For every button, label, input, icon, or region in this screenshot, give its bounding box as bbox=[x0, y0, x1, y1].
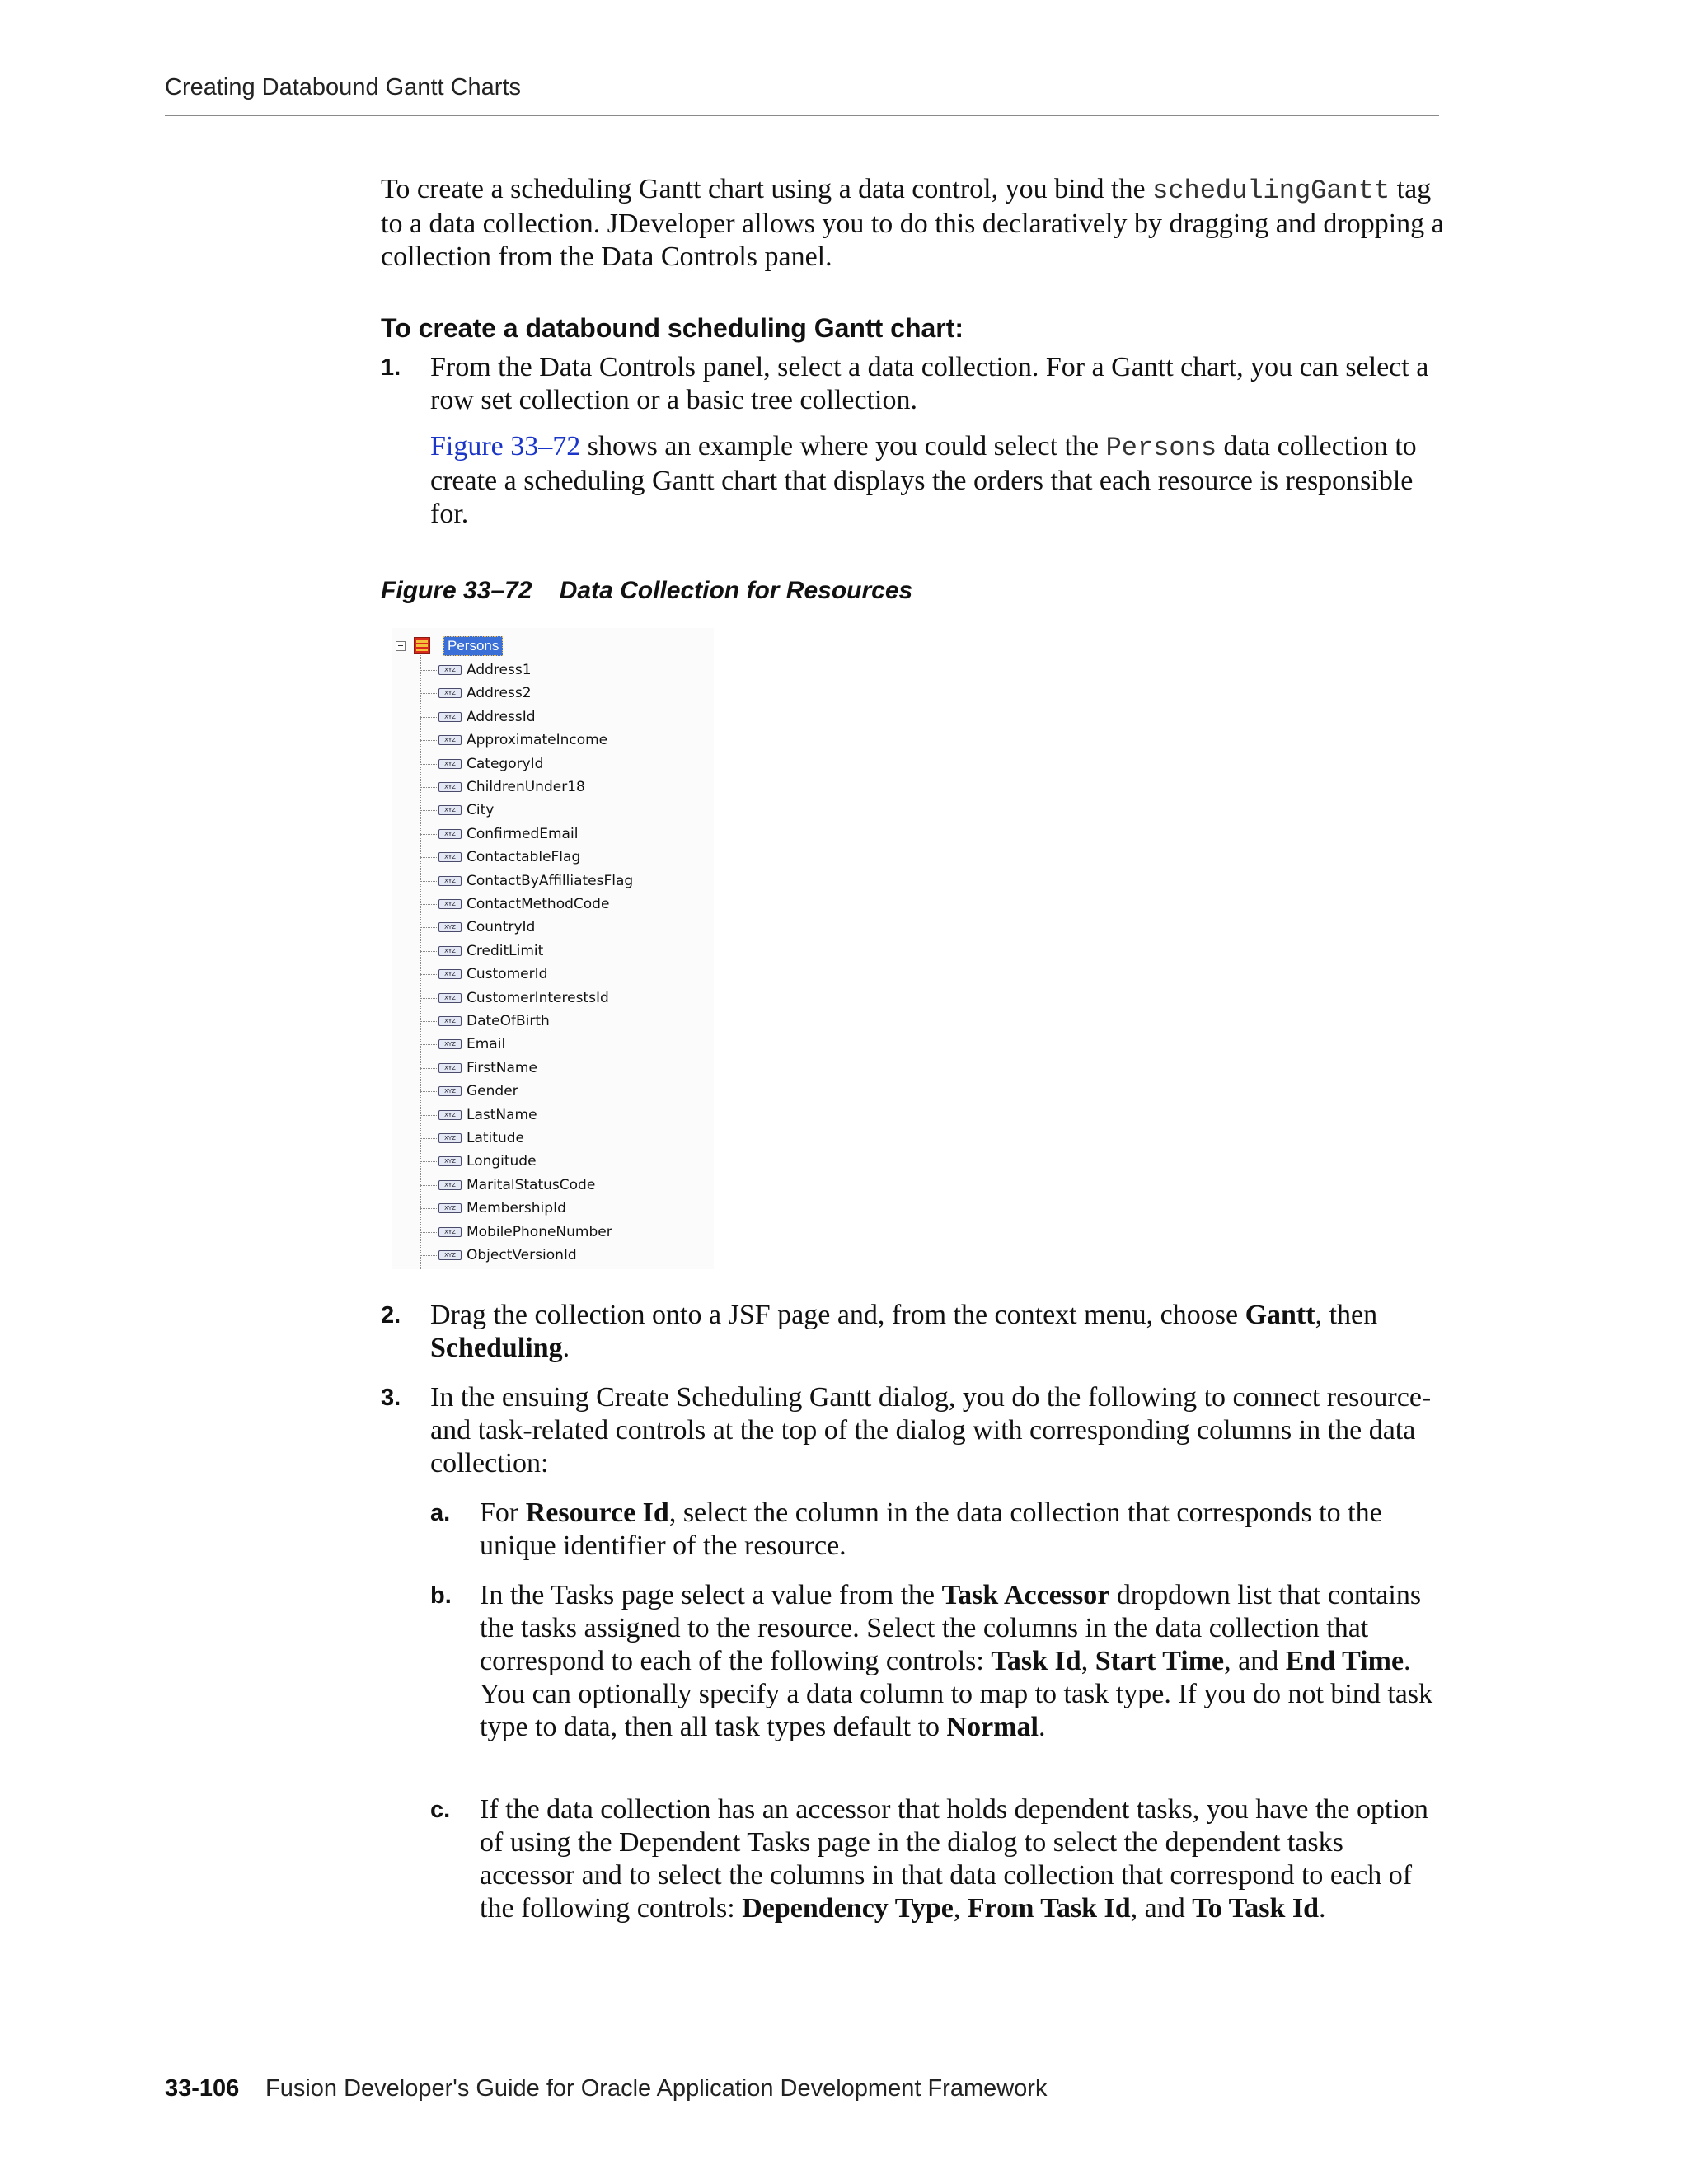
tree-connector-line bbox=[420, 670, 437, 671]
tree-item[interactable] bbox=[420, 1244, 709, 1267]
step-3-number: 3. bbox=[381, 1385, 401, 1411]
tree-item-label: CreditLimit bbox=[467, 942, 544, 959]
tree-item-label: City bbox=[467, 802, 495, 819]
tree-item-label: ObjectVersionId bbox=[467, 1247, 577, 1263]
tree-item-label: ContactByAffilliatesFlag bbox=[467, 872, 634, 889]
sub-a-text-1: For bbox=[480, 1497, 526, 1528]
tree-item[interactable] bbox=[420, 1174, 709, 1197]
step-2-text bbox=[430, 1299, 1444, 1365]
tree-item-label: Longitude bbox=[467, 1153, 537, 1170]
tree-item[interactable] bbox=[420, 1057, 709, 1080]
sub-b-text-5: . You can optionally specify a data column to map to task type. If you do not bind task type to data, then all task types default to bbox=[480, 1646, 1433, 1742]
sub-a-text-2: , select the column in the data collection that corresponds to the unique identifier of the resource. bbox=[480, 1497, 1382, 1561]
tree-item[interactable] bbox=[420, 1010, 709, 1033]
attribute-icon: XYZ bbox=[438, 1133, 462, 1143]
tree-connector-line bbox=[420, 1068, 437, 1069]
tree-item-label: FirstName bbox=[467, 1059, 537, 1076]
attribute-icon: XYZ bbox=[438, 712, 462, 722]
tree-connector-line bbox=[420, 1255, 437, 1256]
figure-caption: Figure 33–72 Data Collection for Resources bbox=[381, 577, 913, 604]
tree-item-label: Latitude bbox=[467, 1130, 524, 1146]
tree-item[interactable] bbox=[420, 705, 709, 729]
attribute-icon: XYZ bbox=[438, 1016, 462, 1026]
collapse-toggle-icon[interactable] bbox=[396, 641, 406, 651]
tree-item[interactable] bbox=[420, 916, 709, 939]
tree-connector-line bbox=[420, 693, 437, 694]
tree-item[interactable] bbox=[420, 893, 709, 916]
tree-connector-line bbox=[420, 1091, 437, 1092]
tree-item[interactable] bbox=[420, 869, 709, 893]
attribute-icon: XYZ bbox=[438, 946, 462, 956]
attribute-icon: XYZ bbox=[438, 993, 462, 1003]
tree-item[interactable] bbox=[420, 940, 709, 963]
tree-item-label: DateOfBirth bbox=[467, 1013, 550, 1029]
tree-item-label: MembershipId bbox=[467, 1200, 566, 1217]
sub-c-bold-1: Dependency Type bbox=[742, 1893, 954, 1924]
attribute-icon: XYZ bbox=[438, 1063, 462, 1073]
attribute-icon: XYZ bbox=[438, 1039, 462, 1049]
tree-item-label: ApproximateIncome bbox=[467, 732, 608, 749]
tree-item[interactable] bbox=[420, 1197, 709, 1220]
attribute-icon: XYZ bbox=[438, 852, 462, 862]
tree-item-label: Email bbox=[467, 1036, 506, 1053]
tree-connector-line bbox=[420, 834, 437, 835]
tree-item-label: ChildrenUnder18 bbox=[467, 779, 585, 795]
tree-item[interactable] bbox=[420, 729, 709, 752]
step-1-number: 1. bbox=[381, 354, 401, 381]
sub-b-bold-1: Task Accessor bbox=[941, 1580, 1110, 1610]
data-collection-tree bbox=[392, 628, 714, 1269]
tree-connector-line bbox=[420, 787, 437, 788]
attribute-icon: XYZ bbox=[438, 1110, 462, 1120]
tree-item-label: MaritalStatusCode bbox=[467, 1176, 596, 1193]
tree-item[interactable] bbox=[420, 846, 709, 869]
attribute-icon: XYZ bbox=[438, 1203, 462, 1213]
sub-a-bold-1: Resource Id bbox=[525, 1497, 669, 1528]
tree-connector-line bbox=[420, 857, 437, 858]
sub-b-bold-5: Normal bbox=[946, 1712, 1039, 1742]
step-2-text-1: Drag the collection onto a JSF page and, from the context menu, choose bbox=[430, 1300, 1245, 1330]
attribute-icon: XYZ bbox=[438, 782, 462, 792]
tree-connector-line bbox=[420, 1138, 437, 1139]
intro-text-1: To create a scheduling Gantt chart using a data control, you bind the bbox=[381, 174, 1153, 204]
tree-item[interactable] bbox=[420, 987, 709, 1010]
sub-b-text-4: , and bbox=[1224, 1646, 1286, 1676]
tree-item-label: CustomerId bbox=[467, 966, 548, 983]
attribute-icon: XYZ bbox=[438, 1086, 462, 1096]
tree-item[interactable] bbox=[420, 776, 709, 799]
header-rule bbox=[165, 115, 1439, 116]
procedure-heading: To create a databound scheduling Gantt chart: bbox=[381, 313, 964, 343]
tree-connector-line bbox=[420, 927, 437, 928]
sub-step-a-letter: a. bbox=[430, 1500, 451, 1526]
tree-item-label: Address1 bbox=[467, 662, 532, 678]
tree-item-label: CategoryId bbox=[467, 755, 544, 772]
intro-paragraph bbox=[381, 173, 1452, 274]
tree-connector-line bbox=[420, 1208, 437, 1209]
tree-item-label: CustomerInterestsId bbox=[467, 989, 609, 1006]
attribute-icon: XYZ bbox=[438, 899, 462, 909]
intro-code: schedulingGantt bbox=[1152, 176, 1390, 206]
step-1-p2-text-b: data collection to create a scheduling Gantt chart that displays the orders that each resource is responsible for. bbox=[430, 431, 1417, 529]
attribute-icon: XYZ bbox=[438, 735, 462, 745]
tree-item-label: AddressId bbox=[467, 708, 536, 725]
tree-item[interactable] bbox=[420, 1221, 709, 1244]
tree-connector-line bbox=[420, 974, 437, 975]
tree-connector-line bbox=[420, 904, 437, 905]
tree-item[interactable] bbox=[420, 1150, 709, 1173]
sub-b-text-6: . bbox=[1038, 1712, 1046, 1742]
tree-item-label: ContactMethodCode bbox=[467, 896, 610, 912]
tree-item[interactable] bbox=[420, 1104, 709, 1127]
tree-connector-line bbox=[420, 1044, 437, 1045]
tree-connector-line bbox=[420, 717, 437, 718]
page-number: 33-106 bbox=[165, 2075, 240, 2102]
attribute-icon: XYZ bbox=[438, 665, 462, 675]
tree-item[interactable] bbox=[420, 658, 709, 682]
tree-connector-line bbox=[420, 1115, 437, 1116]
tree-connector-line bbox=[420, 740, 437, 741]
tree-item[interactable] bbox=[420, 752, 709, 776]
attribute-icon: XYZ bbox=[438, 829, 462, 839]
step-2-bold-gantt: Gantt bbox=[1245, 1300, 1315, 1330]
tree-connector-line bbox=[420, 951, 437, 952]
sub-c-text-3: , and bbox=[1130, 1893, 1193, 1924]
sub-b-text-2: dropdown list that contains the tasks assigned to the resource. Select the columns in the data collection that correspond to each of the following controls: bbox=[480, 1580, 1422, 1676]
attribute-icon: XYZ bbox=[438, 805, 462, 815]
tree-connector-line bbox=[420, 998, 437, 999]
tree-root-persons[interactable]: Persons bbox=[443, 636, 503, 656]
tree-item-label: LastName bbox=[467, 1106, 537, 1123]
step-1-text: From the Data Controls panel, select a data collection. For a Gantt chart, you can select a row set collection or a basic tree collection. bbox=[430, 352, 1429, 415]
collection-icon bbox=[414, 637, 430, 654]
attribute-icon: XYZ bbox=[438, 922, 462, 932]
step-1-code: Persons bbox=[1105, 433, 1217, 463]
book-title: Fusion Developer's Guide for Oracle Application Development Framework bbox=[265, 2075, 1048, 2102]
tree-item[interactable] bbox=[420, 823, 709, 846]
tree-connector-line bbox=[420, 1021, 437, 1022]
sub-step-a-text bbox=[480, 1497, 1444, 1563]
tree-item[interactable] bbox=[420, 799, 709, 822]
step-1-p2-text-a: shows an example where you could select the bbox=[580, 431, 1106, 462]
tree-item[interactable] bbox=[420, 963, 709, 986]
sub-b-text-1: In the Tasks page select a value from the bbox=[480, 1580, 942, 1610]
tree-connector-line bbox=[420, 810, 437, 811]
step-2-bold-scheduling: Scheduling bbox=[430, 1333, 563, 1363]
running-header: Creating Databound Gantt Charts bbox=[165, 74, 522, 101]
attribute-icon: XYZ bbox=[438, 1180, 462, 1190]
tree-connector-line bbox=[420, 881, 437, 882]
sub-b-bold-3: Start Time bbox=[1095, 1646, 1225, 1676]
tree-item-label: ContactableFlag bbox=[467, 849, 581, 866]
tree-item[interactable] bbox=[420, 1033, 709, 1056]
sub-c-bold-3: To Task Id bbox=[1192, 1893, 1320, 1924]
sub-c-text-2: , bbox=[953, 1893, 968, 1924]
step-2-number: 2. bbox=[381, 1302, 401, 1329]
tree-item[interactable] bbox=[420, 1080, 709, 1103]
tree-item-label: Gender bbox=[467, 1083, 518, 1100]
attribute-icon: XYZ bbox=[438, 1156, 462, 1166]
tree-item[interactable] bbox=[420, 1127, 709, 1150]
tree-connector-line bbox=[420, 1185, 437, 1186]
sub-b-bold-2: Task Id bbox=[991, 1646, 1081, 1676]
tree-connector-line bbox=[420, 1232, 437, 1233]
sub-c-bold-2: From Task Id bbox=[967, 1893, 1131, 1924]
tree-item-label: MobilePhoneNumber bbox=[467, 1223, 612, 1240]
step-3-text: In the ensuing Create Scheduling Gantt dialog, you do the following to connect resource- and task-related controls at the top of the dialog with corresponding columns in the data collection: bbox=[430, 1382, 1432, 1479]
tree-item-label: ConfirmedEmail bbox=[467, 825, 579, 842]
attribute-icon: XYZ bbox=[438, 759, 462, 769]
sub-c-text-4: . bbox=[1319, 1893, 1326, 1924]
sub-b-text-3: , bbox=[1081, 1646, 1095, 1676]
step-2-text-2: , then bbox=[1315, 1300, 1378, 1330]
attribute-icon: XYZ bbox=[438, 688, 462, 698]
tree-item-label: CountryId bbox=[467, 919, 536, 936]
tree-connector-line bbox=[420, 1161, 437, 1162]
step-2-text-3: . bbox=[562, 1333, 570, 1363]
tree-connector-line bbox=[420, 764, 437, 765]
attribute-icon: XYZ bbox=[438, 1250, 462, 1260]
intro-text-2: tag to a data collection. JDeveloper allows you to do this declaratively by dragging and dropping a collection from the Data Controls panel. bbox=[381, 174, 1444, 272]
attribute-icon: XYZ bbox=[438, 1227, 462, 1237]
tree-item[interactable] bbox=[420, 682, 709, 705]
sub-step-b-text bbox=[480, 1579, 1444, 1744]
attribute-icon: XYZ bbox=[438, 969, 462, 979]
attribute-icon: XYZ bbox=[438, 876, 462, 886]
sub-c-text-1: If the data collection has an accessor that holds dependent tasks, you have the option of using the Dependent Tasks page in the dialog to select the dependent tasks accessor and to select the columns in that data collection that correspond to each of the following controls: bbox=[480, 1794, 1428, 1924]
tree-item-label: Address2 bbox=[467, 685, 532, 702]
sub-step-c-letter: c. bbox=[430, 1797, 451, 1823]
step-1-paragraph-2 bbox=[430, 430, 1444, 531]
sub-step-b-letter: b. bbox=[430, 1582, 452, 1609]
figure-link[interactable]: Figure 33–72 bbox=[430, 431, 581, 462]
sub-b-bold-4: End Time bbox=[1285, 1646, 1404, 1676]
sub-step-c-text bbox=[480, 1793, 1444, 1925]
